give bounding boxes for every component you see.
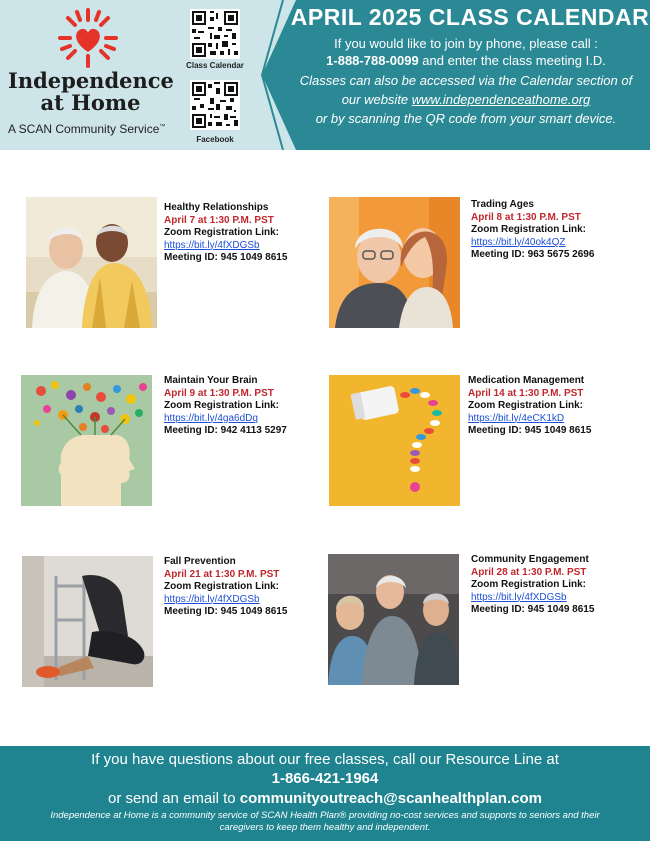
class-title: Medication Management [468, 375, 585, 386]
zoom-label: Zoom Registration Link: [471, 224, 586, 236]
class-title: Fall Prevention [164, 556, 236, 567]
class-date: April 7 at 1:30 P.M. PST [164, 214, 274, 226]
class-date: April 21 at 1:30 P.M. PST [164, 568, 280, 580]
meeting-id: Meeting ID: 945 1049 8615 [471, 604, 595, 616]
qr-note: or by scanning the QR code from your smart device. [315, 111, 617, 126]
zoom-registration-link[interactable]: https://bit.ly/4fXDGSb [471, 591, 567, 603]
fallen-person-walker-photo [22, 556, 153, 687]
website-link[interactable]: www.independenceathome.org [411, 92, 591, 107]
facebook-qr-code[interactable] [190, 80, 240, 130]
senior-couple-photo [26, 197, 157, 328]
resource-line-phone[interactable]: 1-866-421-1964 [271, 770, 379, 787]
zoom-registration-link[interactable]: https://bit.ly/4eCK1kD [468, 412, 565, 424]
class-title: Community Engagement [471, 554, 589, 565]
class-title: Healthy Relationships [164, 202, 269, 213]
zoom-label: Zoom Registration Link: [164, 581, 279, 593]
calendar-note: Classes can also be accessed via the Calendar section of [299, 73, 633, 88]
class-card-healthy-relationships [164, 202, 324, 265]
grandmother-granddaughter-photo [329, 197, 460, 328]
class-date: April 9 at 1:30 P.M. PST [164, 387, 274, 399]
logo-tagline: A SCAN Community Service™ [8, 122, 166, 136]
class-title: Maintain Your Brain [164, 375, 258, 386]
class-card-maintain-your-brain [164, 375, 324, 438]
logo-wordmark: Independence at Home [8, 68, 174, 115]
page-footer [0, 746, 650, 841]
zoom-label: Zoom Registration Link: [164, 400, 279, 412]
meeting-id: Meeting ID: 945 1049 8615 [468, 425, 592, 437]
phone-line: 1-888-788-0099 and enter the class meeting I.D. [326, 53, 606, 68]
zoom-label: Zoom Registration Link: [468, 400, 583, 412]
zoom-registration-link[interactable]: https://bit.ly/4ga6dDq [164, 412, 258, 424]
seniors-laughing-photo [328, 554, 459, 685]
meeting-id: Meeting ID: 942 4113 5297 [164, 425, 287, 437]
class-card-community-engagement [471, 554, 641, 617]
class-calendar-qr-label: Class Calendar [186, 61, 244, 70]
zoom-label: Zoom Registration Link: [164, 227, 279, 239]
class-card-medication-management [468, 375, 638, 438]
meeting-id: Meeting ID: 945 1049 8615 [164, 252, 288, 264]
page-header [0, 0, 650, 150]
resource-line-intro: If you have questions about our free classes, call our Resource Line at [91, 751, 559, 768]
contact-email[interactable]: communityoutreach@scanhealthplan.com [239, 790, 542, 807]
class-card-trading-ages [471, 199, 641, 262]
phone-instructions: If you would like to join by phone, please call : [334, 36, 598, 51]
class-date: April 28 at 1:30 P.M. PST [471, 566, 587, 578]
head-with-flowers-photo [21, 375, 152, 506]
zoom-registration-link[interactable]: https://bit.ly/4fXDGSb [164, 239, 260, 251]
zoom-registration-link[interactable]: https://bit.ly/40ok4QZ [471, 236, 566, 248]
class-date: April 14 at 1:30 P.M. PST [468, 387, 584, 399]
class-card-fall-prevention [164, 556, 324, 619]
website-line: our website www.independenceathome.org [341, 92, 591, 107]
class-calendar-qr-code[interactable] [190, 9, 240, 59]
zoom-registration-link[interactable]: https://bit.ly/4fXDGSb [164, 593, 260, 605]
heart-sun-logo-icon [58, 8, 118, 68]
class-title: Trading Ages [471, 199, 534, 210]
page-title: APRIL 2025 CLASS CALENDAR [290, 4, 650, 30]
pills-question-mark-photo [329, 375, 460, 506]
meeting-id: Meeting ID: 945 1049 8615 [164, 606, 288, 618]
class-date: April 8 at 1:30 P.M. PST [471, 211, 581, 223]
meeting-id: Meeting ID: 963 5675 2696 [471, 249, 595, 261]
footer-disclaimer: Independence at Home is a community service of SCAN Health Plan® providing no-cost services and supports to seniors and their caregivers to keep them healthy and independent. [50, 810, 600, 833]
email-line: or send an email to communityoutreach@scanhealthplan.com [108, 790, 542, 807]
zoom-label: Zoom Registration Link: [471, 579, 586, 591]
facebook-qr-label: Facebook [196, 135, 234, 144]
phone-number[interactable]: 1-888-788-0099 [326, 53, 419, 68]
